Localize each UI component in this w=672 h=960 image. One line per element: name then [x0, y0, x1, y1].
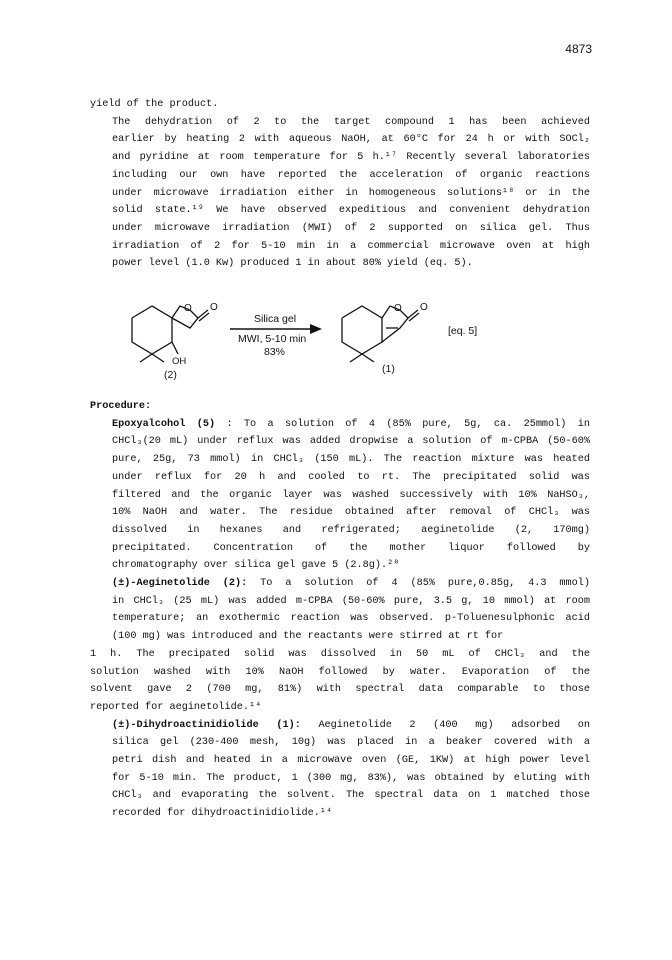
text-line: and pyridine at room temperature for 5 h.¹⁷ Recently several laboratories: [112, 152, 590, 164]
text-line: CHCl₃ and evaporating the solvent. The spectral data on 1 matched those: [112, 790, 590, 802]
text-line: chromatography over silica gel gave 5 (2.8g).²⁰: [112, 560, 400, 572]
text-line: To a solution of 4 (85% pure,0.85g, 4.3 mmol): [247, 578, 590, 590]
text-line: for 5-10 min. The product, 1 (300 mg, 83%), was obtained by eluting with: [112, 772, 590, 784]
text-line: dissolved in hexanes and refrigerated; aeginetolide (2, 170mg): [112, 524, 590, 536]
text-line: solution washed with 10% NaOH followed by water. Evaporation of the: [90, 666, 590, 678]
compound-label-2: (2): [164, 369, 177, 380]
text-line: under microwave irradiation either in homogeneous solutions¹⁸ or in the: [112, 187, 590, 199]
text-line: earlier by heating 2 with aqueous NaOH, at 60°C for 24 h or with SOCl₂: [112, 134, 590, 146]
paragraph-epoxyalcohol: [90, 416, 590, 575]
text-line: 10% NaOH and water. The residue obtained after removal of CHCl₃ was: [112, 507, 590, 519]
page-number: 4873: [565, 42, 592, 56]
text-line: in CHCl₃ (25 mL) was added m-CPBA (50-60% pure, 3.5 g, 10 mmol) at room: [112, 595, 590, 607]
text-line: solid state.¹⁹ We have observed expeditious and convenient dehydration: [112, 205, 590, 217]
paragraph-aeginetolide: [90, 575, 590, 717]
text-line: yield of the product.: [90, 99, 219, 110]
text-line: reported for aeginetolide.¹⁴: [90, 701, 262, 713]
molecule-aeginetolide: [132, 306, 209, 362]
text-line: including our own have reported the acceleration of organic reactions: [112, 169, 590, 181]
body-text-top: [90, 96, 590, 273]
text-line: CHCl₃(20 mL) under reflux was added dropwise a solution of m-CPBA (50-60%: [112, 436, 590, 448]
text-line: (100 mg) was introduced and the reactants were stirred at rt for: [112, 631, 504, 643]
compound-title: (±)-Aeginetolide (2):: [112, 578, 248, 590]
hydroxyl-label: OH: [172, 356, 187, 367]
text-line: : To a solution of 4 (85% pure, 5g, ca. 25mmol) in: [215, 418, 590, 430]
compound-title: Epoxyalcohol (5): [112, 418, 216, 430]
procedure-heading: Procedure:: [90, 401, 152, 412]
reaction-yield: 83%: [264, 346, 286, 358]
reagent-top: Silica gel: [254, 313, 297, 325]
body-text-procedure: [90, 398, 590, 823]
atom-o-ring: O: [184, 303, 192, 314]
text-line: recorded for dihydroactinidiolide.¹⁴: [112, 808, 333, 820]
text-line: The dehydration of 2 to the target compound 1 has been achieved: [112, 116, 590, 128]
molecule-dihydroactinidiolide: [342, 306, 419, 362]
compound-label-1: (1): [382, 363, 395, 375]
text-line: petri dish and heated in a microwave oven (GE, 1KW) at high power level: [112, 755, 590, 767]
compound-title: (±)-Dihydroactinidiolide (1):: [112, 719, 301, 731]
atom-o-carbonyl: O: [420, 302, 428, 313]
text-line: irradiation of 2 for 5-10 min in a commercial microwave oven at high: [112, 240, 590, 252]
paragraph-dehydration: [90, 114, 590, 273]
text-line: pure, 25g, 73 mmol) in CHCl₃ (150 mL). The reaction mixture was heated: [112, 454, 590, 466]
paragraph-dihydroactinidiolide: [90, 717, 590, 823]
text-line: temperature; an exothermic reaction was observed. p-Toluenesulphonic acid: [112, 613, 590, 625]
text-line: solvent gave 2 (700 mg, 81%) with spectral data comparable to those: [90, 684, 590, 696]
text-line: Aeginetolide 2 (400 mg) adsorbed on: [300, 719, 590, 731]
atom-o-ring: O: [394, 303, 402, 314]
atom-o-carbonyl: O: [210, 302, 218, 313]
reaction-scheme: [120, 298, 500, 380]
text-line: under reflux for 20 h and cooled to rt. The precipitated solid was: [112, 471, 590, 483]
reagent-bottom: MWI, 5-10 min: [238, 333, 307, 345]
equation-label: [eq. 5]: [448, 325, 478, 337]
text-line: power level (1.0 Kw) produced 1 in about 80% yield (eq. 5).: [112, 258, 473, 270]
text-line: filtered and the organic layer was washed successively with 10% NaHSO₃,: [112, 489, 590, 501]
text-line: 1 h. The precipated solid was dissolved in 50 mL of CHCl₃ and the: [90, 648, 590, 660]
text-line: precipitated. Concentration of the mother liquor followed by: [112, 542, 590, 554]
text-line: under microwave irradiation (MWI) of 2 supported on silica gel. Thus: [112, 222, 590, 234]
text-line: silica gel (230-400 mesh, 10g) was placed in a beaker covered with a: [112, 737, 590, 749]
